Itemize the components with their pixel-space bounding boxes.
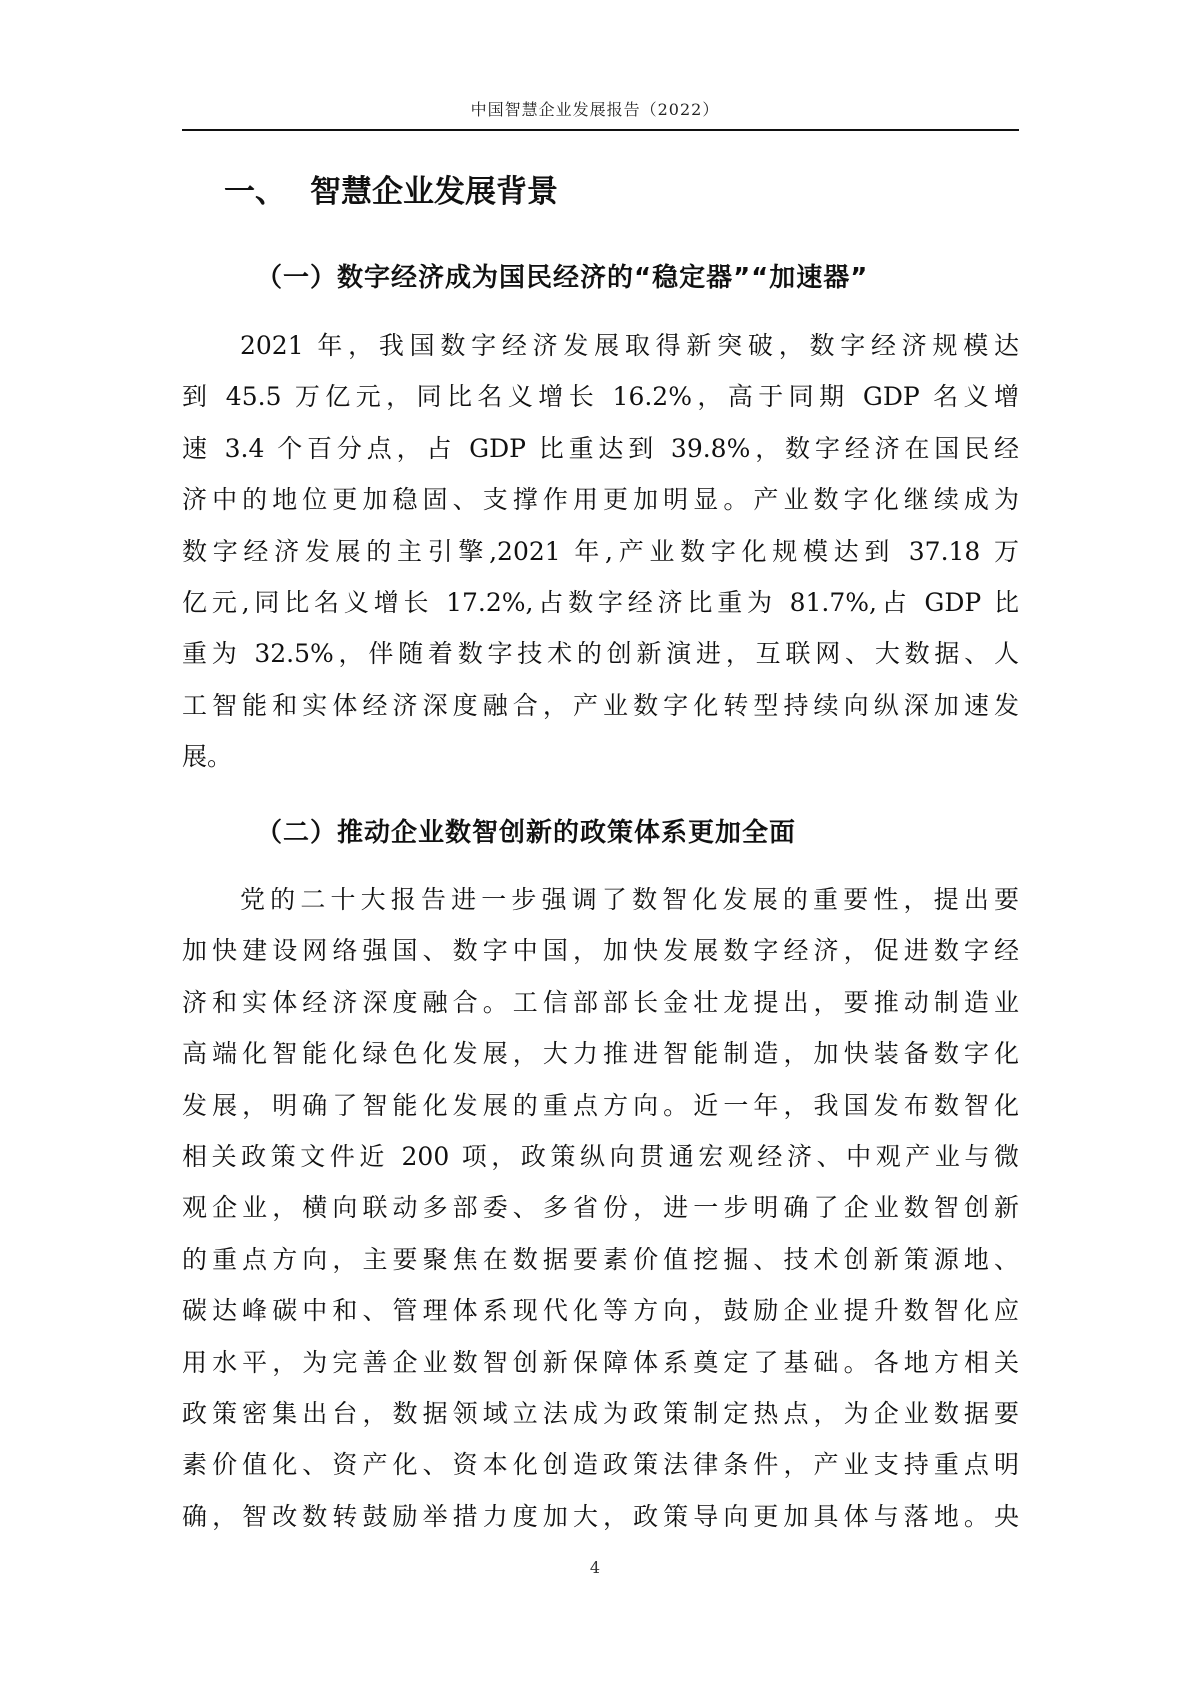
section-title: 智慧企业发展背景	[310, 174, 558, 210]
text-line: 加快建设网络强国、数字中国，加快发展数字经济，促进数字经	[182, 936, 1019, 966]
text-line: 展。	[182, 742, 233, 772]
text-line: 发展，明确了智能化发展的重点方向。近一年，我国发布数智化	[182, 1090, 1019, 1120]
text-line: 2021 年，我国数字经济发展取得新突破，数字经济规模达	[240, 331, 1019, 360]
text-line: 用水平，为完善企业数智创新保障体系奠定了基础。各地方相关	[182, 1347, 1019, 1377]
text-line: 党的二十大报告进一步强调了数智化发展的重要性，提出要	[240, 885, 1019, 914]
text-line: 确，智改数转鼓励举措力度加大，政策导向更加具体与落地。央	[182, 1501, 1019, 1531]
subsection-heading-2: （二）推动企业数智创新的政策体系更加全面	[256, 818, 797, 848]
subsection-heading-1: （一）数字经济成为国民经济的“稳定器”“加速器”	[256, 263, 869, 293]
text-line: 高端化智能化绿色化发展，大力推进智能制造，加快装备数字化	[182, 1039, 1019, 1069]
text-line: 素价值化、资产化、资本化创造政策法律条件，产业支持重点明	[182, 1450, 1019, 1480]
section-number: 一、	[224, 174, 286, 210]
text-line: 济中的地位更加稳固、支撑作用更加明显。产业数字化继续成为	[182, 485, 1019, 515]
text-line: 亿元,同比名义增长 17.2%,占数字经济比重为 81.7%,占 GDP 比	[182, 587, 1019, 617]
text-line: 政策密集出台，数据领域立法成为政策制定热点，为企业数据要	[182, 1398, 1019, 1428]
text-line: 碳达峰碳中和、管理体系现代化等方向，鼓励企业提升数智化应	[182, 1296, 1019, 1326]
header-rule	[182, 129, 1019, 131]
text-line: 数字经济发展的主引擎,2021 年,产业数字化规模达到 37.18 万	[182, 536, 1019, 566]
text-line: 济和实体经济深度融合。工信部部长金壮龙提出，要推动制造业	[182, 987, 1019, 1017]
section-heading	[224, 166, 558, 211]
text-line: 的重点方向，主要聚焦在数据要素价值挖掘、技术创新策源地、	[182, 1244, 1019, 1274]
paragraph-2	[182, 874, 1019, 1542]
text-line: 速 3.4 个百分点，占 GDP 比重达到 39.8%，数字经济在国民经	[182, 433, 1019, 463]
text-line: 观企业，横向联动多部委、多省份，进一步明确了企业数智创新	[182, 1193, 1019, 1223]
text-line: 工智能和实体经济深度融合，产业数字化转型持续向纵深加速发	[182, 690, 1019, 720]
running-header: 中国智慧企业发展报告（2022）	[470, 100, 720, 119]
text-line: 相关政策文件近 200 项，政策纵向贯通宏观经济、中观产业与微	[182, 1141, 1019, 1171]
paragraph-1	[182, 320, 1019, 783]
text-line: 到 45.5 万亿元，同比名义增长 16.2%，高于同期 GDP 名义增	[182, 382, 1019, 412]
text-line: 重为 32.5%，伴随着数字技术的创新演进，互联网、大数据、人	[182, 639, 1019, 669]
page-number: 4	[589, 1558, 601, 1577]
